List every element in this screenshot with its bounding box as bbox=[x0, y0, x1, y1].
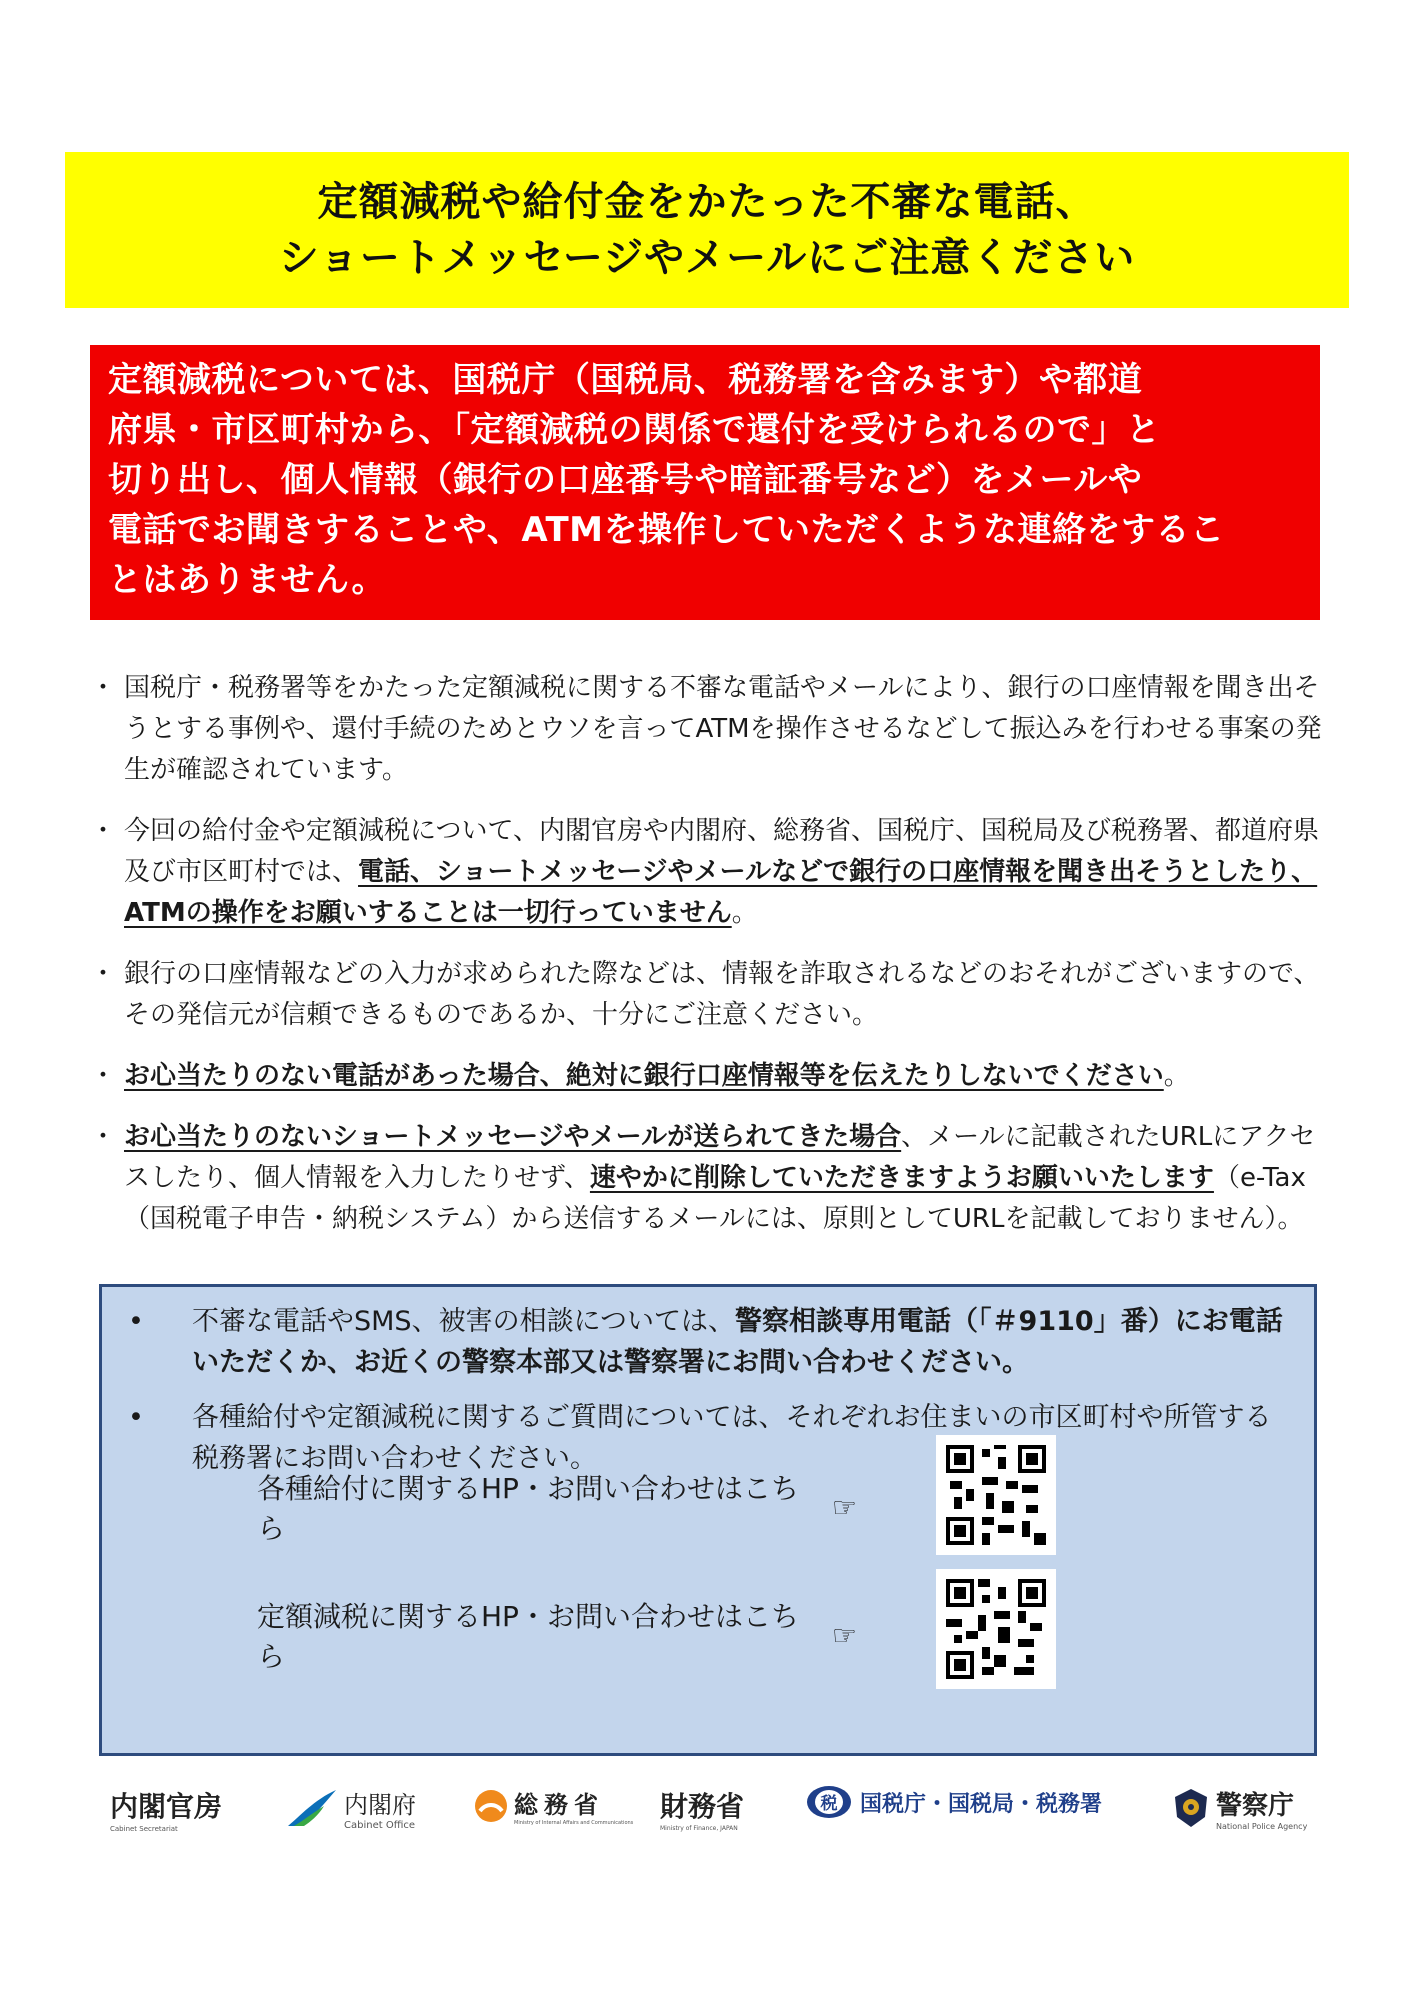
qr-code-graphic bbox=[946, 1445, 1046, 1545]
logo-text: 財務省 bbox=[660, 1790, 745, 1823]
title-line-1: 定額減税や給付金をかたった不審な電話、 bbox=[317, 179, 1097, 225]
notice-item bbox=[90, 1056, 1330, 1097]
police-emblem-icon bbox=[1172, 1787, 1210, 1829]
contact-box bbox=[99, 1284, 1317, 1756]
logo-cabinet-office bbox=[284, 1785, 416, 1831]
bullet-marker: ・ bbox=[90, 816, 117, 846]
notice-text: （e-Tax（国税電子申告・納税システム）から送信するメールには、原則としてURLを記載しておりません）。 bbox=[124, 1163, 1306, 1234]
notice-text: 。 bbox=[1163, 1061, 1190, 1091]
notice-list bbox=[90, 668, 1330, 1260]
qr-code-tax-reduction[interactable] bbox=[936, 1569, 1056, 1689]
notice-emphasis: 電話、ショートメッセージやメールなどで銀行の口座情報を聞き出そうとしたり、ATMの操作をお願いすることは一切行っていません bbox=[124, 857, 1318, 928]
alert-line: とはありません。 bbox=[108, 560, 387, 600]
alert-line: 電話でお聞きすることや、ATMを操作していただくような連絡をするこ bbox=[108, 510, 1225, 550]
notice-item bbox=[90, 811, 1330, 934]
logo-mof bbox=[660, 1785, 744, 1832]
logo-subtext: Ministry of Finance, JAPAN bbox=[660, 1825, 738, 1832]
contact-item bbox=[122, 1301, 1292, 1383]
bullet-marker: • bbox=[128, 1306, 144, 1337]
contact-emphasis: 警察相談専用電話（「＃9110」番）にお電話いただくか、お近くの警察本部又は警察署にお問い合わせください。 bbox=[192, 1306, 1283, 1378]
agency-logos bbox=[0, 1775, 1414, 1865]
notice-emphasis: お心当たりのないショートメッセージやメールが送られてきた場合 bbox=[124, 1122, 902, 1152]
contact-text: 各種給付や定額減税に関するご質問については、それぞれお住まいの市区町村や所管する税務署にお問い合わせください。 bbox=[192, 1402, 1272, 1474]
mic-mark-icon bbox=[474, 1789, 508, 1823]
title-banner bbox=[65, 152, 1349, 308]
bullet-marker: ・ bbox=[90, 1061, 117, 1091]
logo-text-group bbox=[514, 1785, 633, 1826]
notice-item bbox=[90, 1117, 1330, 1240]
notice-text: 。 bbox=[731, 898, 758, 928]
logo-cabinet-secretariat bbox=[110, 1785, 222, 1833]
logo-nta bbox=[806, 1785, 1102, 1819]
qr-link-tax-reduction[interactable] bbox=[257, 1595, 857, 1675]
logo-text: 警察庁 bbox=[1216, 1791, 1295, 1821]
logo-subtext: Ministry of Internal Affairs and Communications bbox=[514, 1820, 634, 1826]
logo-text: 内閣府 bbox=[344, 1791, 416, 1819]
notice-item bbox=[90, 954, 1330, 1036]
nta-mark-icon bbox=[806, 1785, 852, 1819]
notice-text: 銀行の口座情報などの入力が求められた際などは、情報を詐取されるなどのおそれがございますので、その発信元が信頼できるものであるか、十分にご注意ください。 bbox=[124, 959, 1320, 1030]
notice-text: 今回の給付金や定額減税について、内閣官房や内閣府、総務省、国税庁、国税局及び税務署、都道府県及び市区町村では、 bbox=[124, 816, 1319, 887]
qr-label-tax-reduction: 定額減税に関するHP・お問い合わせはこちら bbox=[257, 1600, 799, 1673]
logo-npa bbox=[1172, 1785, 1307, 1831]
pointing-hand-icon: ☞ bbox=[831, 1618, 857, 1652]
qr-code-benefits[interactable] bbox=[936, 1435, 1056, 1555]
logo-text: 総務省 bbox=[514, 1791, 604, 1819]
qr-code-graphic bbox=[946, 1579, 1046, 1679]
notice-text: 国税庁・税務署等をかたった定額減税に関する不審な電話やメールにより、銀行の口座情報を聞き出そうとする事例や、還付手続のためとウソを言ってATMを操作させるなどして振込みを行わせる事案の発生が確認されています。 bbox=[124, 673, 1322, 785]
alert-line: 切り出し、個人情報（銀行の口座番号や暗証番号など）をメールや bbox=[108, 460, 1143, 500]
cabinet-office-mark-icon bbox=[284, 1786, 340, 1830]
logo-text-group bbox=[344, 1785, 416, 1831]
bullet-marker: ・ bbox=[90, 1122, 117, 1152]
qr-label-benefits: 各種給付に関するHP・お問い合わせはこちら bbox=[257, 1472, 799, 1545]
alert-box bbox=[90, 345, 1320, 620]
logo-subtext: Cabinet Secretariat bbox=[110, 1825, 178, 1833]
contact-list bbox=[122, 1301, 1292, 1493]
notice-item bbox=[90, 668, 1330, 791]
logo-text: 国税庁・国税局・税務署 bbox=[860, 1791, 1103, 1817]
notice-emphasis: お心当たりのない電話があった場合、絶対に銀行口座情報等を伝えたりしないでください bbox=[124, 1061, 1164, 1091]
logo-text-group bbox=[1216, 1785, 1307, 1831]
alert-line: 府県・市区町村から、「定額減税の関係で還付を受けられるので」と bbox=[108, 410, 1161, 450]
qr-link-benefits[interactable] bbox=[257, 1467, 857, 1547]
title-line-2: ショートメッセージやメールにご注意ください bbox=[278, 235, 1136, 281]
logo-mic bbox=[474, 1785, 633, 1826]
nta-mark-text: 税 bbox=[820, 1794, 838, 1814]
logo-subtext: Cabinet Office bbox=[344, 1820, 416, 1831]
contact-text: 不審な電話やSMS、被害の相談については、 bbox=[192, 1306, 736, 1337]
alert-line: 定額減税については、国税庁（国税局、税務署を含みます）や都道 bbox=[108, 360, 1143, 400]
pointing-hand-icon: ☞ bbox=[831, 1490, 857, 1524]
logo-text: 内閣官房 bbox=[110, 1790, 223, 1823]
notice-text: 、メールに記載されたURLにアクセスしたり、個人情報を入力したりせず、 bbox=[124, 1122, 1316, 1193]
notice-emphasis: 速やかに削除していただきますようお願いいたします bbox=[589, 1163, 1214, 1193]
bullet-marker: • bbox=[128, 1402, 144, 1433]
logo-subtext: National Police Agency bbox=[1216, 1822, 1308, 1831]
bullet-marker: ・ bbox=[90, 673, 117, 703]
bullet-marker: ・ bbox=[90, 959, 117, 989]
